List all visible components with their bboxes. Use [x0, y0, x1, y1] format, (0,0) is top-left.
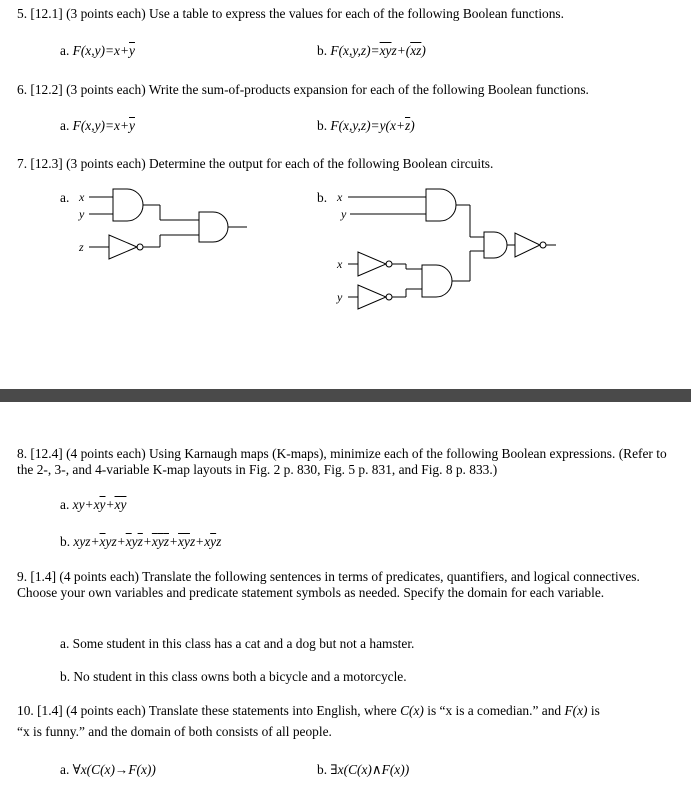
q7a-input-y: y	[79, 207, 85, 221]
q10-header-line2: “x is funny.” and the domain of both consists of all people.	[17, 724, 332, 739]
q7a-and-gate-1	[113, 189, 143, 221]
q7b-circuit	[334, 185, 584, 310]
q5b	[317, 43, 426, 59]
q10-header-mid1: is “x is a comedian.” and	[427, 703, 562, 718]
q6-header: 6. [12.2] (3 points each) Write the sum-of-products expansion for each of the following Boolean functions.	[17, 82, 589, 97]
q9a: a. Some student in this class has a cat and a dog but not a hamster.	[60, 636, 415, 651]
q7b-input-x2: x	[337, 257, 343, 271]
q5a	[60, 43, 135, 59]
q10-header-mid2: is	[590, 703, 600, 718]
q7b-not-gate-2	[358, 285, 386, 309]
q7b-not-gate-3	[515, 233, 540, 257]
q5b-label: b.	[317, 43, 328, 58]
q6b	[317, 118, 415, 134]
q10-predicate-c: C(x)	[400, 703, 424, 718]
q8a-label: a.	[60, 497, 70, 512]
q7-header: 7. [12.3] (3 points each) Determine the output for each of the following Boolean circuits.	[17, 156, 494, 171]
q10a-expression: ∀x(C(x)→F(x))	[72, 762, 156, 777]
q10-header-pre: 10. [1.4] (4 points each) Translate these statements into English, where	[17, 703, 397, 718]
q7a-circuit	[75, 185, 255, 270]
q5a-label: a.	[60, 43, 70, 58]
q7b-input-y2: y	[337, 290, 343, 304]
q7b-not-gate-1	[358, 252, 386, 276]
q7b-label: b.	[317, 190, 328, 205]
q8b-label: b.	[60, 534, 71, 549]
q8b	[60, 534, 221, 550]
q6a-expression: $F(x,y)=x+\overline{y}$	[72, 118, 135, 133]
q6b-label: b.	[317, 118, 328, 133]
q10-header-line1	[17, 703, 600, 719]
q7a-and-gate-2	[199, 212, 228, 242]
q7a-input-x: x	[79, 190, 85, 204]
q7b-and-gate-1	[426, 189, 456, 221]
q8a	[60, 497, 126, 513]
q8-header: 8. [12.4] (4 points each) Using Karnaugh maps (K-maps), minimize each of the following Boolean expressions. (Refer to the 2-, 3-, and 4-variable K-map layouts in Fig. 2 p. 830, Fig. 5 p. 831, and Fig. 8 p. 833.)	[17, 446, 667, 477]
q5b-expression: $F(x,y,z)=\overline{xy}z+(\overline{xz})$	[330, 43, 426, 58]
q7b-and-gate-3	[484, 232, 507, 258]
q8a-expression: $xy+x\overline{y}+\overline{x}\overline{y}$	[72, 497, 127, 512]
q7b-and-gate-2	[422, 265, 452, 297]
q10b	[317, 762, 409, 778]
q10a	[60, 762, 156, 778]
q7a-label: a.	[60, 190, 70, 205]
q7a-input-z: z	[79, 240, 84, 254]
q10b-label: b.	[317, 762, 328, 777]
q10b-expression: ∃x(C(x)∧F(x))	[330, 762, 410, 777]
q7a-not-gate	[109, 235, 137, 259]
q10a-label: a.	[60, 762, 70, 777]
q8b-expression: $xyz+\overline{x}yz+\overline{x}y\overline{z}+\overline{x}\overline{y}\overline{z}+\overline{x}\overline{y}z+x\overline{y}z$	[73, 534, 222, 549]
q6b-expression: $F(x,y,z)=y(x+\overline{z})$	[330, 118, 415, 133]
q7b-input-y: y	[341, 207, 347, 221]
q6a-label: a.	[60, 118, 70, 133]
q5-header: 5. [12.1] (3 points each) Use a table to express the values for each of the following Boolean functions.	[17, 6, 564, 21]
q9-header: 9. [1.4] (4 points each) Translate the following sentences in terms of predicates, quantifiers, and logical connectives. Choose your own variables and predicate statement symbols as needed. Specify the domain for each variable.	[17, 569, 640, 600]
q6a	[60, 118, 135, 134]
page-break-divider	[0, 389, 691, 402]
q10-predicate-f: F(x)	[564, 703, 588, 718]
q9b: b. No student in this class owns both a bicycle and a motorcycle.	[60, 669, 407, 684]
q7b-input-x: x	[337, 190, 343, 204]
q5a-expression: $F(x,y)=x+\overline{y}$	[72, 43, 135, 58]
